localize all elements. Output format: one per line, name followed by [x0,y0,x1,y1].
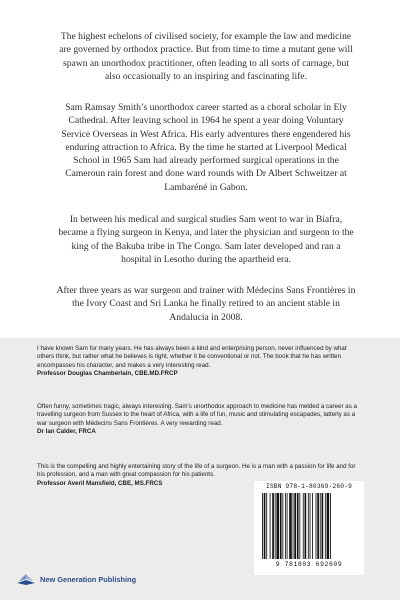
blurb-paragraph-intro: The highest echelons of civilised society, for example the law and medicine are governed by orthodox practice. But from time to time a mutant gene will spawn an unorthodox practitioner, often leading to all sorts of carnage, but also occasionally to an inspiring and fascinating life. [59,31,353,82]
publisher-book-icon [16,570,36,586]
isbn-label: ISBN 978-1-80369-260-9 [265,483,353,490]
blurb-paragraph-retirement: After three years as war surgeon and trainer with Médecins Sans Frontières in the Ivory Coast and Sri Lanka he finally retired to an ancient stable in Andalucia in 2008. [56,285,356,323]
review-source: Professor Averil Mansfield, CBE, MS.FRCS [37,479,163,487]
review-quote [37,403,357,437]
isbn-barcode [254,481,364,575]
barcode-icon [262,493,356,561]
review-text: This is the compelling and highly entertaining story of the life of a surgeon. He is a man with a passion for life and for his profession, and a man with great compassion for his patients. [37,463,356,479]
review-quote [37,345,357,379]
blurb-paragraph-career: Sam Ramsay Smith’s unorthodox career started as a choral scholar in Ely Cathedral. After leaving school in 1964 he spent a year doing Voluntary Service Overseas in West Africa. His early adventures there engendered his enduring attraction to Africa. By the time he started at Liverpool Medical School in 1965 Sam had already performed surgical operations in the Cameroun rain forest and done ward rounds with Dr Albert Schweitzer at Lambaréné in Gabon. [61,102,351,193]
publisher-logo [16,569,196,589]
publisher-name: New Generation Publishing [40,575,137,584]
reviews-section [0,338,400,600]
review-source: Professor Douglas Chamberlain, CBE.MD.FRCP [37,370,178,378]
review-source: Dr Ian Calder, FRCA [37,428,96,436]
blurb-paragraph-africa: In between his medical and surgical studies Sam went to war in Biafra, became a flying surgeon in Kenya, and later the physician and surgeon to the king of the Bakuba tribe in The Congo. Sam later developed and ran a hospital in Lesotho during the apartheid era. [58,214,354,265]
review-text: Often funny, sometimes tragic, always interesting. Sam’s unorthodox approach to medicine has melded a career as a travelling surgeon from Sussex to the heart of Africa, with a life of fun, music and stimulating escapades, latterly as a war surgeon with Médecins Sans Frontières. A very rewarding read. [37,403,357,427]
review-text: I have known Sam for many years. He has always been a kind and enterprising person, never influenced by what others think, but rather what he believes is right, whether it be conventional or not. The book that he has written encompasses his character, and makes a very interesting read. [37,345,347,369]
barcode-digits: 9 781803 692609 [275,561,343,568]
